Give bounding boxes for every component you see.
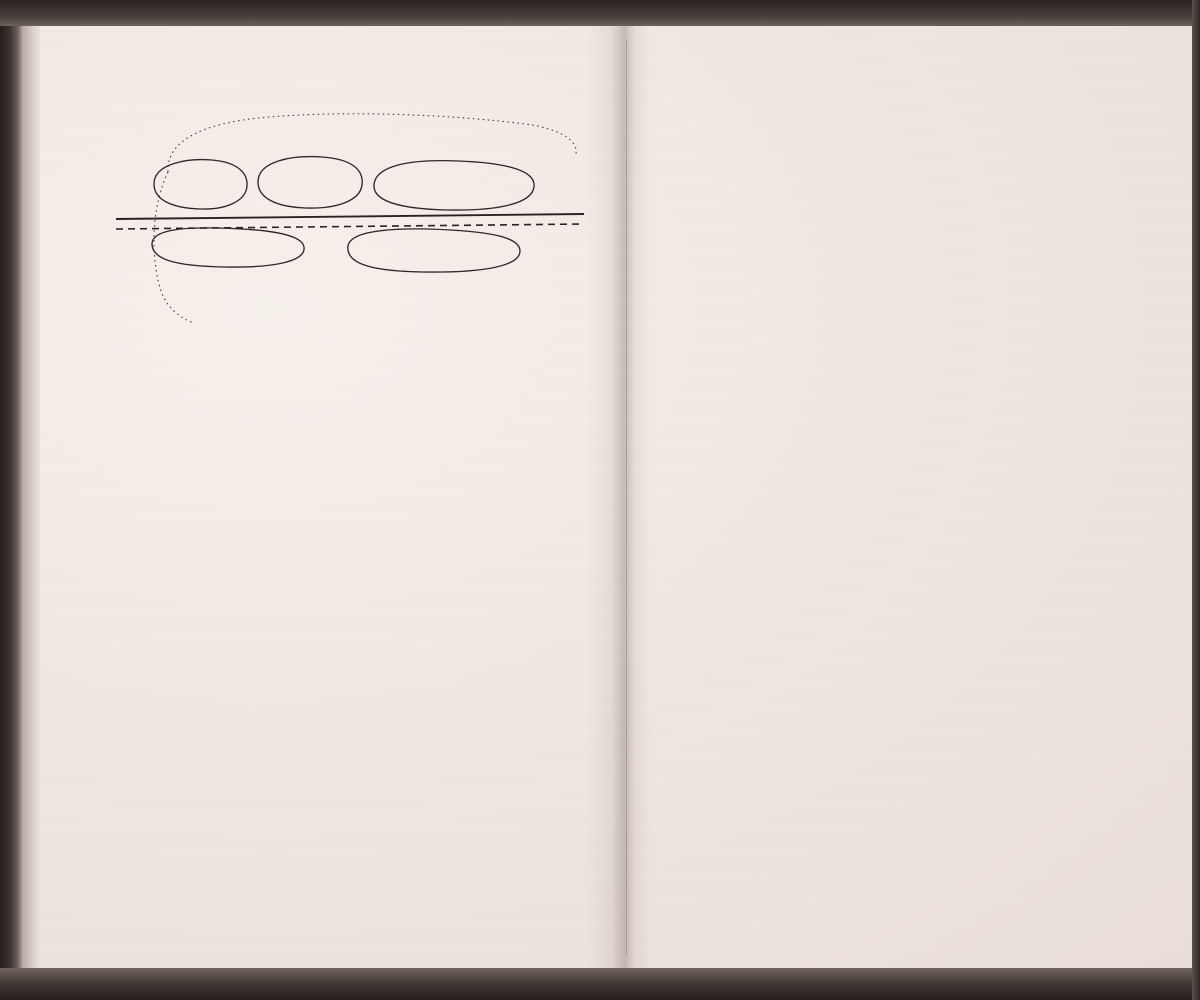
book-edge-bottom [0,968,1200,1000]
tactical-diagram [108,102,588,327]
book-edge-left [0,0,22,1000]
book-gutter-line [626,40,627,955]
book-page-block [22,0,40,1000]
book-edge-right [1192,0,1200,1000]
book-edge-top [0,0,1200,26]
left-page [108,88,588,918]
